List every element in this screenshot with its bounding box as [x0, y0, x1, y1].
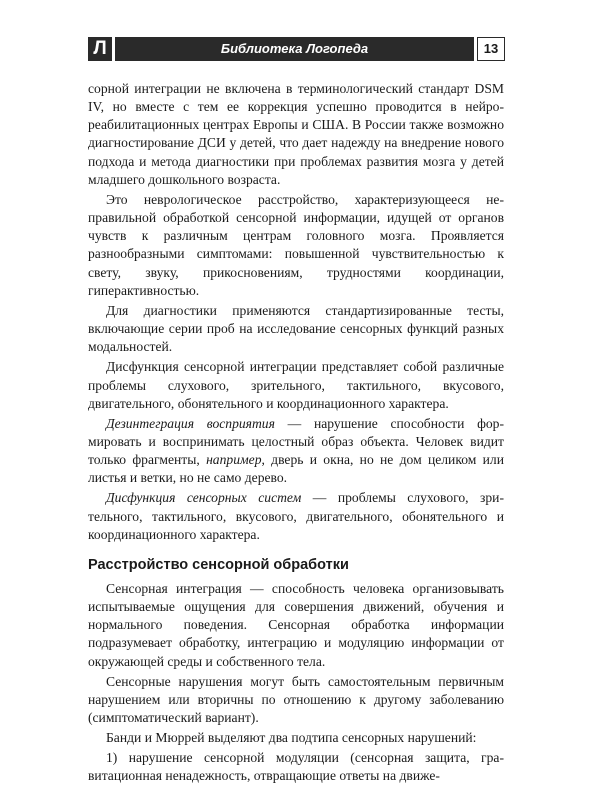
section-heading: Расстройство сенсорной обработки: [88, 556, 349, 573]
page-header: [88, 37, 503, 61]
series-logo: Л: [88, 37, 112, 61]
term-perception-disintegration: Дезинтеграция восприятия: [106, 415, 275, 431]
running-title: Библиотека Логопеда: [115, 37, 474, 61]
emphasis-for-example: например: [206, 452, 262, 468]
paragraph-dysfunction-definition: Дисфункция сенсорной интеграции представляет собой различные проблемы слухового, зрительного, тактильного, вкусового, двигательного, обонятельного и координационного характера.: [88, 359, 504, 411]
paragraph-continued: сорной интеграции не включена в терминологический стандарт DSM IV, но вместе с тем ее коррекция успешно проводится в нейрореабилитационных центрах Европы и США. В России также возможно диагностирование ДСИ у детей, что дает надежду на внедрение нового подхода и метода диагностики при проблемах развития мозга у детей младшего дошкольного возраста.: [88, 81, 504, 187]
paragraph-sensory-integration: Сенсорная интеграция — способность человека организовывать испытываемые ощущения для совершения движений, обучения и нормального поведения. Сенсорная обработка информации подразумевает обработку, интеграцию и модуляцию информации от окружающей среды и собственного тела.: [88, 580, 504, 669]
page-body: [88, 80, 504, 786]
paragraph-sensory-systems: [88, 489, 504, 543]
definition-text: — проблемы слухового, зрительного, тактильного, вкусового, двигательного, обонятельного и координационного характера.: [88, 490, 504, 542]
paragraph-bundy-murray: Банди и Мюррей выделяют два подтипа сенсорных нарушений:: [106, 730, 477, 746]
definition-text-b: , дверь и окна, но не дом целиком или листья и ветки, но не само дерево.: [88, 452, 504, 486]
definition-text-a: — нарушение способности формировать и воспринимать целостный образ объекта. Человек видит только фрагменты,: [88, 415, 505, 468]
page-number: 13: [477, 37, 505, 61]
paragraph-diagnostics: Для диагностики применяются стандартизированные тесты, включающие серии проб на исследование сенсорных функций разных модальностей.: [88, 302, 504, 355]
paragraph-sensory-disorders: Сенсорные нарушения могут быть самостоятельным первичным нарушением или вторичны по отношению к другому заболеванию (симптоматический вариант).: [88, 673, 504, 725]
paragraph-perception-disintegration: [88, 415, 504, 488]
paragraph-list-item-1: 1) нарушение сенсорной модуляции (сенсорная защита, гравитационная ненадежность, отвращающие ответы на движе-: [88, 750, 504, 784]
paragraph-neurological-disorder: Это неврологическое расстройство, характеризующееся неправильной обработкой сенсорной информации, идущей от органов чувств к различным центрам головного мозга. Проявляется разнообразными симптомами: повышенной чувствительностью к свету, звуку, прикосновениям, трудностями координации, гиперактивностью.: [88, 191, 504, 298]
term-sensory-systems: Дисфункция сенсорных систем: [106, 490, 302, 506]
